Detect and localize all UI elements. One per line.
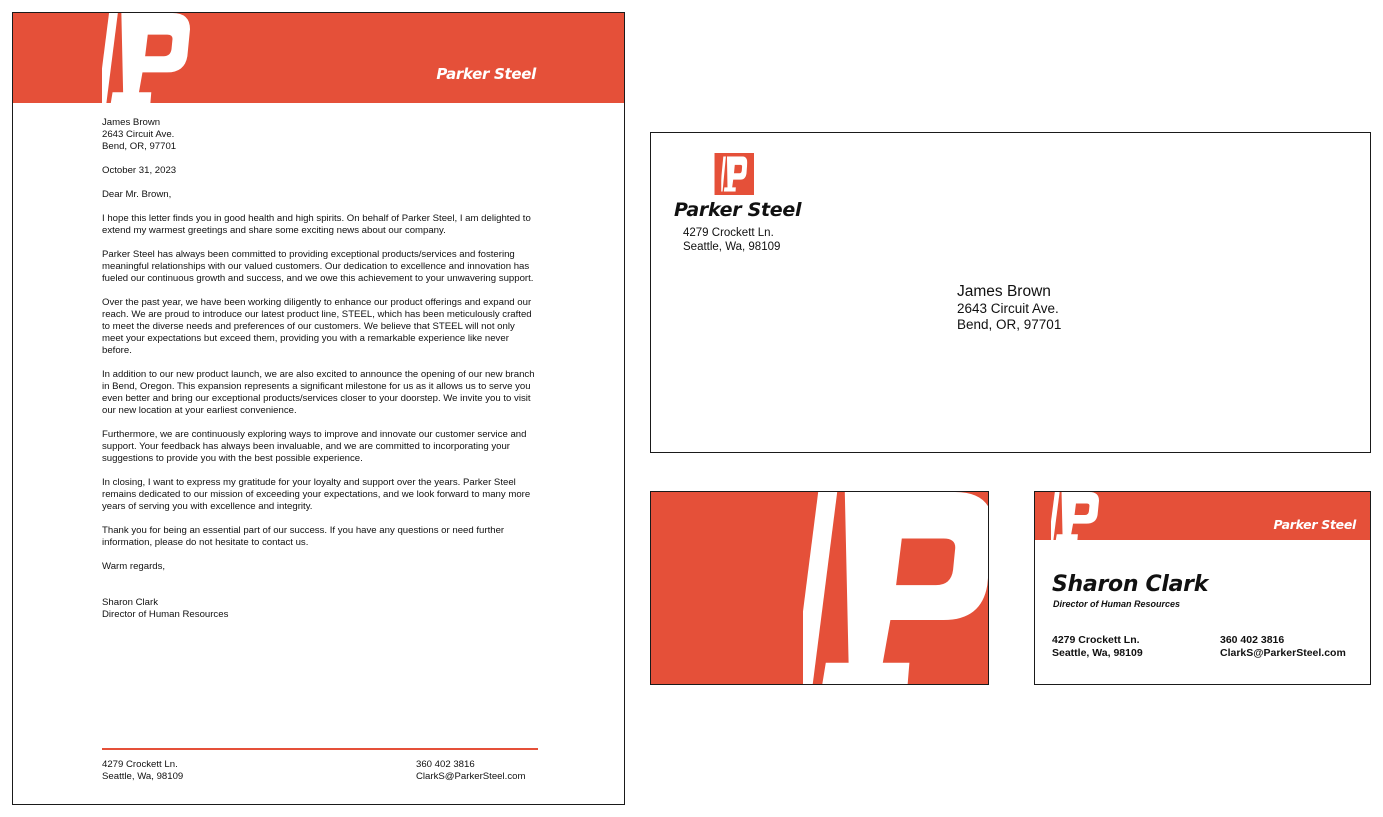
return-address [683, 226, 780, 254]
letter-paragraph: I hope this letter finds you in good health and high spirits. On behalf of Parker Steel, I am delighted to extend my warmest greetings and share some exciting news about our company. [102, 213, 531, 236]
letter-date: October 31, 2023 [102, 165, 177, 176]
letterhead [12, 12, 625, 805]
business-card-back [1034, 491, 1371, 685]
footer-address [102, 759, 183, 783]
card-address [1052, 634, 1143, 660]
letter-paragraph: Parker Steel has always been committed to providing exceptional products/services and fostering meaningful relationships with our valued customers. Our dedication to excellence and innovation has fueled our continuous growth and success, and we owe this achievement to your unwavering support. [102, 249, 534, 284]
letter-closing: Warm regards, [102, 561, 166, 572]
letter-paragraph: Furthermore, we are continuously exploring ways to improve and innovate our customer service and support. Your feedback has always been invaluable, and we are committed to incorporating your suggestions to provide you with the best possible experience. [102, 429, 527, 464]
envelope [650, 132, 1371, 453]
footer-street: 4279 Crockett Ln. [102, 759, 178, 770]
p-monogram-icon [803, 492, 989, 685]
business-card-front [650, 491, 989, 685]
card-phone: 360 402 3816 [1220, 634, 1285, 646]
letter-paragraph: In closing, I want to express my gratitude for your loyalty and support over the years. Parker Steel remains dedicated to our mission of exceeding your expectations, and we look forward to many more years of serving you with excellence and integrity. [102, 477, 531, 512]
recipient-city: Bend, OR, 97701 [102, 141, 177, 152]
recipient-address [102, 117, 538, 153]
card-brand-name: Parker Steel [1273, 517, 1356, 532]
card-city: Seattle, Wa, 98109 [1052, 647, 1143, 659]
signer-title: Director of Human Resources [102, 609, 229, 620]
recipient-name: James Brown [102, 117, 161, 128]
letter-body [102, 117, 538, 621]
recipient-street: 2643 Circuit Ave. [102, 129, 175, 140]
footer-email: ClarkS@ParkerSteel.com [416, 771, 526, 782]
letterhead-brand-name: Parker Steel [436, 65, 536, 83]
letter-paragraph: Over the past year, we have been working diligently to enhance our product offerings and expand our reach. We are proud to introduce our latest product line, STEEL, which has been meticulously crafted to meet the diverse needs and preferences of our customers. We believe that STEEL will not only meet your expectations but exceed them, providing you with a remarkable experience like never before. [102, 297, 532, 356]
footer-city: Seattle, Wa, 98109 [102, 771, 184, 782]
p-monogram-icon [102, 13, 190, 103]
footer-divider [102, 748, 538, 750]
envelope-brand-name: Parker Steel [674, 199, 802, 221]
card-street: 4279 Crockett Ln. [1052, 634, 1140, 646]
envelope-recipient-name: James Brown [957, 283, 1051, 300]
footer-contact [416, 759, 525, 783]
return-city: Seattle, Wa, 98109 [683, 241, 781, 253]
signer-name: Sharon Clark [102, 597, 158, 608]
card-contact [1220, 634, 1346, 660]
card-person-title: Director of Human Resources [1053, 599, 1181, 609]
letter-salutation: Dear Mr. Brown, [102, 189, 172, 200]
envelope-recipient-street: 2643 Circuit Ave. [957, 301, 1059, 316]
p-monogram-icon [712, 153, 754, 195]
envelope-recipient [957, 283, 1061, 333]
letter-paragraph: Thank you for being an essential part of our success. If you have any questions or need further information, please do not hesitate to contact us. [102, 525, 505, 548]
letter-paragraph: In addition to our new product launch, we are also excited to announce the opening of our new branch in Bend, Oregon. This expansion represents a significant milestone for us as it allows us to serve you even better and bring our exceptional products/services closer to your doorstep. We invite you to visit our new location at your earliest convenience. [102, 369, 535, 416]
p-monogram-icon [1051, 492, 1099, 540]
card-person-name: Sharon Clark [1052, 572, 1209, 597]
footer-phone: 360 402 3816 [416, 759, 475, 770]
return-street: 4279 Crockett Ln. [683, 227, 774, 239]
envelope-recipient-city: Bend, OR, 97701 [957, 317, 1062, 332]
card-email: ClarkS@ParkerSteel.com [1220, 647, 1346, 659]
